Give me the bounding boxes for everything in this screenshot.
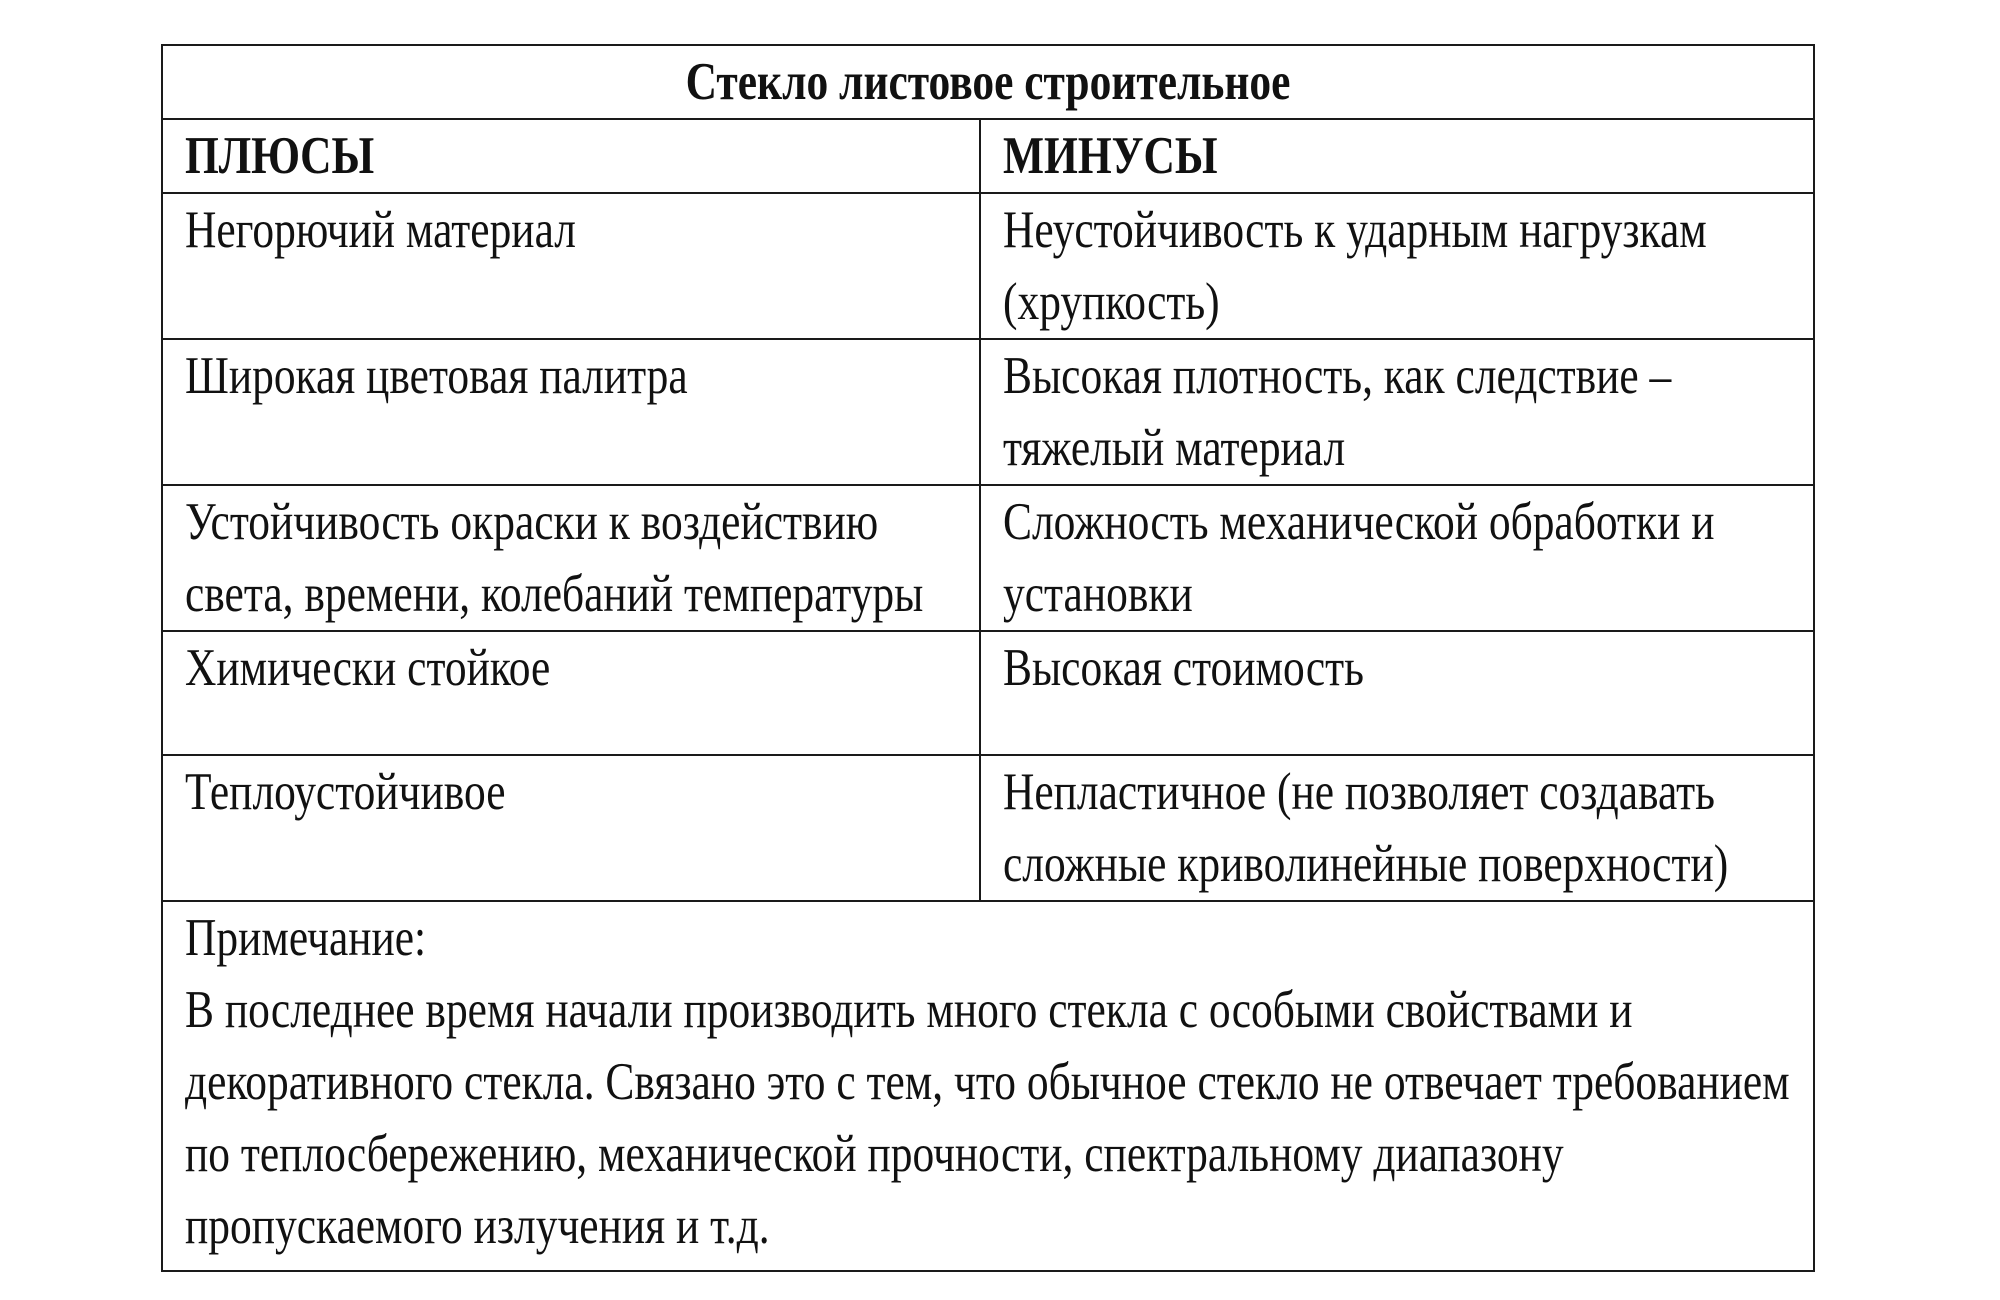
table-row [162,631,1814,755]
pros-header-cell [162,119,980,193]
con-cell [980,485,1814,631]
con-text-line: Неустойчивость к ударным нагрузкам [1003,201,1707,259]
header-row [162,119,1814,193]
pro-text-line: Негорючий материал [185,201,576,259]
pro-cell [162,339,980,485]
note-cell [162,901,1814,1271]
pro-cell [162,631,980,755]
cons-header: МИНУСЫ [1003,127,1218,185]
cons-header-cell [980,119,1814,193]
pro-text-line: Теплоустойчивое [185,763,506,821]
note-text-line: В последнее время начали производить много стекла с особыми свойствами и [185,981,1633,1039]
con-text-line: Сложность механической обработки и [1003,493,1715,551]
note-text-line: декоративного стекла. Связано это с тем, что обычное стекло не отвечает требованием [185,1053,1790,1111]
note-text-line: по теплосбережению, механической прочности, спектральному диапазону [185,1125,1564,1183]
table-row [162,485,1814,631]
con-cell [980,755,1814,901]
table-row [162,193,1814,339]
con-text-line: (хрупкость) [1003,273,1220,331]
pros-header: ПЛЮСЫ [185,127,375,185]
con-text-line: установки [1003,565,1193,623]
con-text-line: сложные криволинейные поверхности) [1003,835,1729,893]
pro-text-line: света, времени, колебаний температуры [185,565,924,623]
pro-text-line: Широкая цветовая палитра [185,347,688,405]
con-text-line: тяжелый материал [1003,419,1346,477]
pro-cell [162,755,980,901]
con-cell [980,631,1814,755]
title-row [162,45,1814,119]
con-text-line: Высокая плотность, как следствие – [1003,347,1672,405]
note-row [162,901,1814,1271]
pro-text-line: Устойчивость окраски к воздействию [185,493,879,551]
pro-text-line: Химически стойкое [185,639,551,697]
con-cell [980,193,1814,339]
con-cell [980,339,1814,485]
pros-cons-table [161,44,1815,1272]
table-title: Стекло листовое строительное [685,53,1291,111]
table-row [162,755,1814,901]
note-text-line: пропускаемого излучения и т.д. [185,1197,770,1255]
table-row [162,339,1814,485]
pro-cell [162,193,980,339]
table-title-cell [162,45,1814,119]
pro-cell [162,485,980,631]
con-text-line: Высокая стоимость [1003,639,1364,697]
con-text-line: Непластичное (не позволяет создавать [1003,763,1715,821]
note-label: Примечание: [185,909,427,967]
